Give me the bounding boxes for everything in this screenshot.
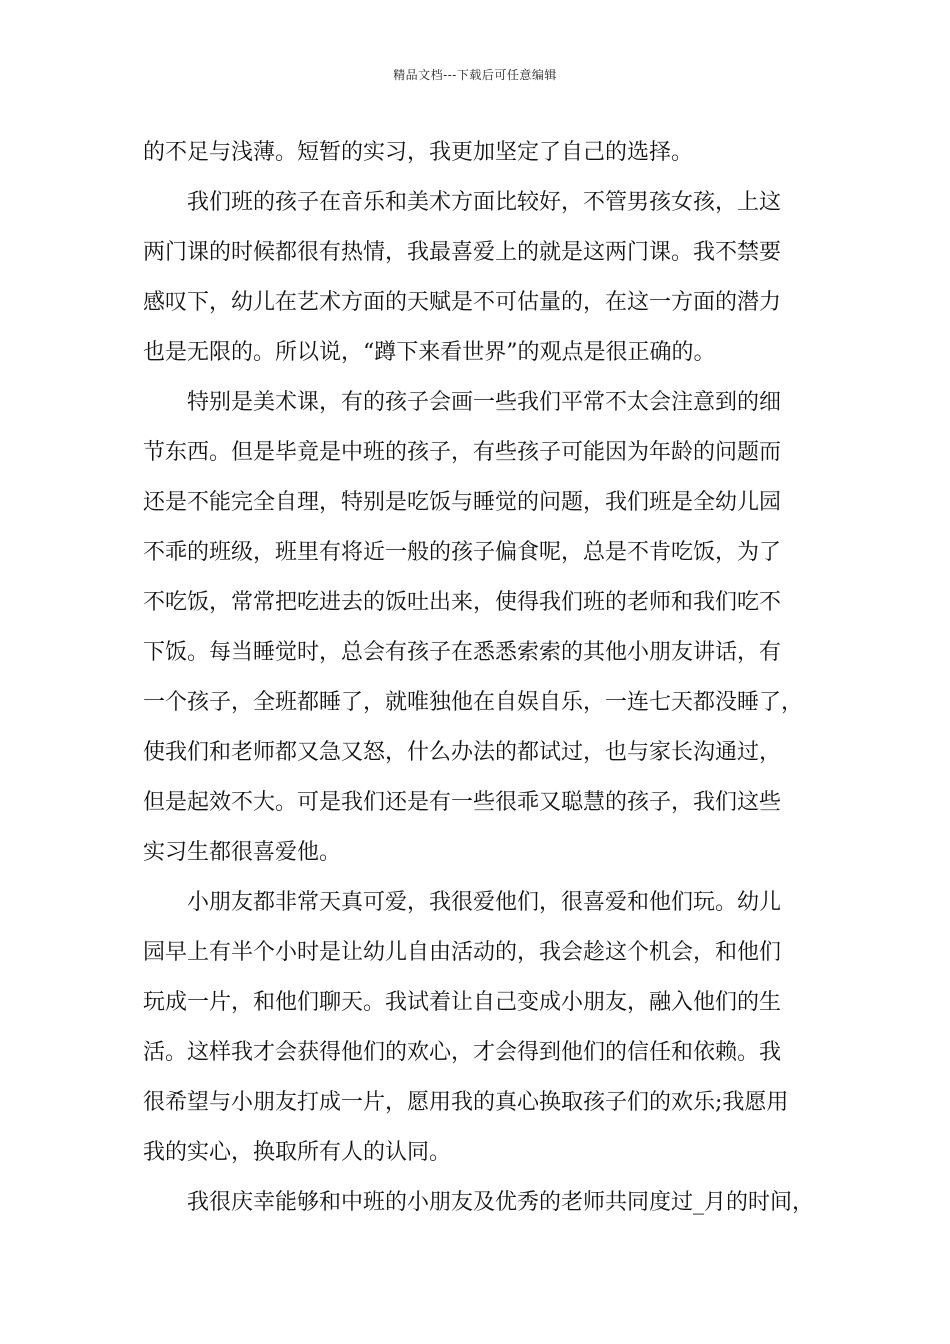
text-line: 我的实心，换取所有人的认同。 [143,1140,452,1165]
text-line: 节东西。但是毕竟是中班的孩子，有些孩子可能因为年龄的问题而 [143,440,782,465]
text-line: 感叹下，幼儿在艺术方面的天赋是不可估量的，在这一方面的潜力 [143,290,782,315]
text-line: 两门课的时候都很有热情，我最喜爱上的就是这两门课。我不禁要 [143,240,782,265]
text-line: 我很庆幸能够和中班的小朋友及优秀的老师共同度过_月的时间， [143,1190,815,1215]
text-line: 实习生都很喜爱他。 [143,840,342,865]
text-line: 使我们和老师都又急又怒，什么办法的都试过，也与家长沟通过， [143,740,782,765]
text-line: 的不足与浅薄。短暂的实习，我更加坚定了自己的选择。 [143,140,694,165]
body-text [143,128,821,1228]
text-line: 下饭。每当睡觉时，总会有孩子在悉悉索索的其他小朋友讲话，有 [143,640,782,665]
text-line: 我们班的孩子在音乐和美术方面比较好，不管男孩女孩，上这 [143,190,782,215]
text-line: 很希望与小朋友打成一片，愿用我的真心换取孩子们的欢乐;我愿用 [143,1090,789,1115]
text-line: 园早上有半个小时是让幼儿自由活动的，我会趁这个机会，和他们 [143,940,782,965]
text-line: 但是起效不大。可是我们还是有一些很乖又聪慧的孩子，我们这些 [143,790,782,815]
text-line: 不吃饭，常常把吃进去的饭吐出来，使得我们班的老师和我们吃不 [143,590,782,615]
text-line: 玩成一片，和他们聊天。我试着让自己变成小朋友，融入他们的生 [143,990,782,1015]
text-line: 也是无限的。所以说，“蹲下来看世界”的观点是很正确的。 [143,340,716,365]
text-line: 特别是美术课，有的孩子会画一些我们平常不太会注意到的细 [143,390,782,415]
text-line: 活。这样我才会获得他们的欢心，才会得到他们的信任和依赖。我 [143,1040,782,1065]
page-header: 精品文档---下载后可任意编辑 [393,68,557,82]
text-line: 小朋友都非常天真可爱，我很爱他们，很喜爱和他们玩。幼儿 [143,890,782,915]
text-line: 还是不能完全自理，特别是吃饭与睡觉的问题，我们班是全幼儿园 [143,490,782,515]
text-line: 不乖的班级，班里有将近一般的孩子偏食呢，总是不肯吃饭，为了 [143,540,782,565]
text-line: 一个孩子，全班都睡了，就唯独他在自娱自乐，一连七天都没睡了， [143,690,804,715]
